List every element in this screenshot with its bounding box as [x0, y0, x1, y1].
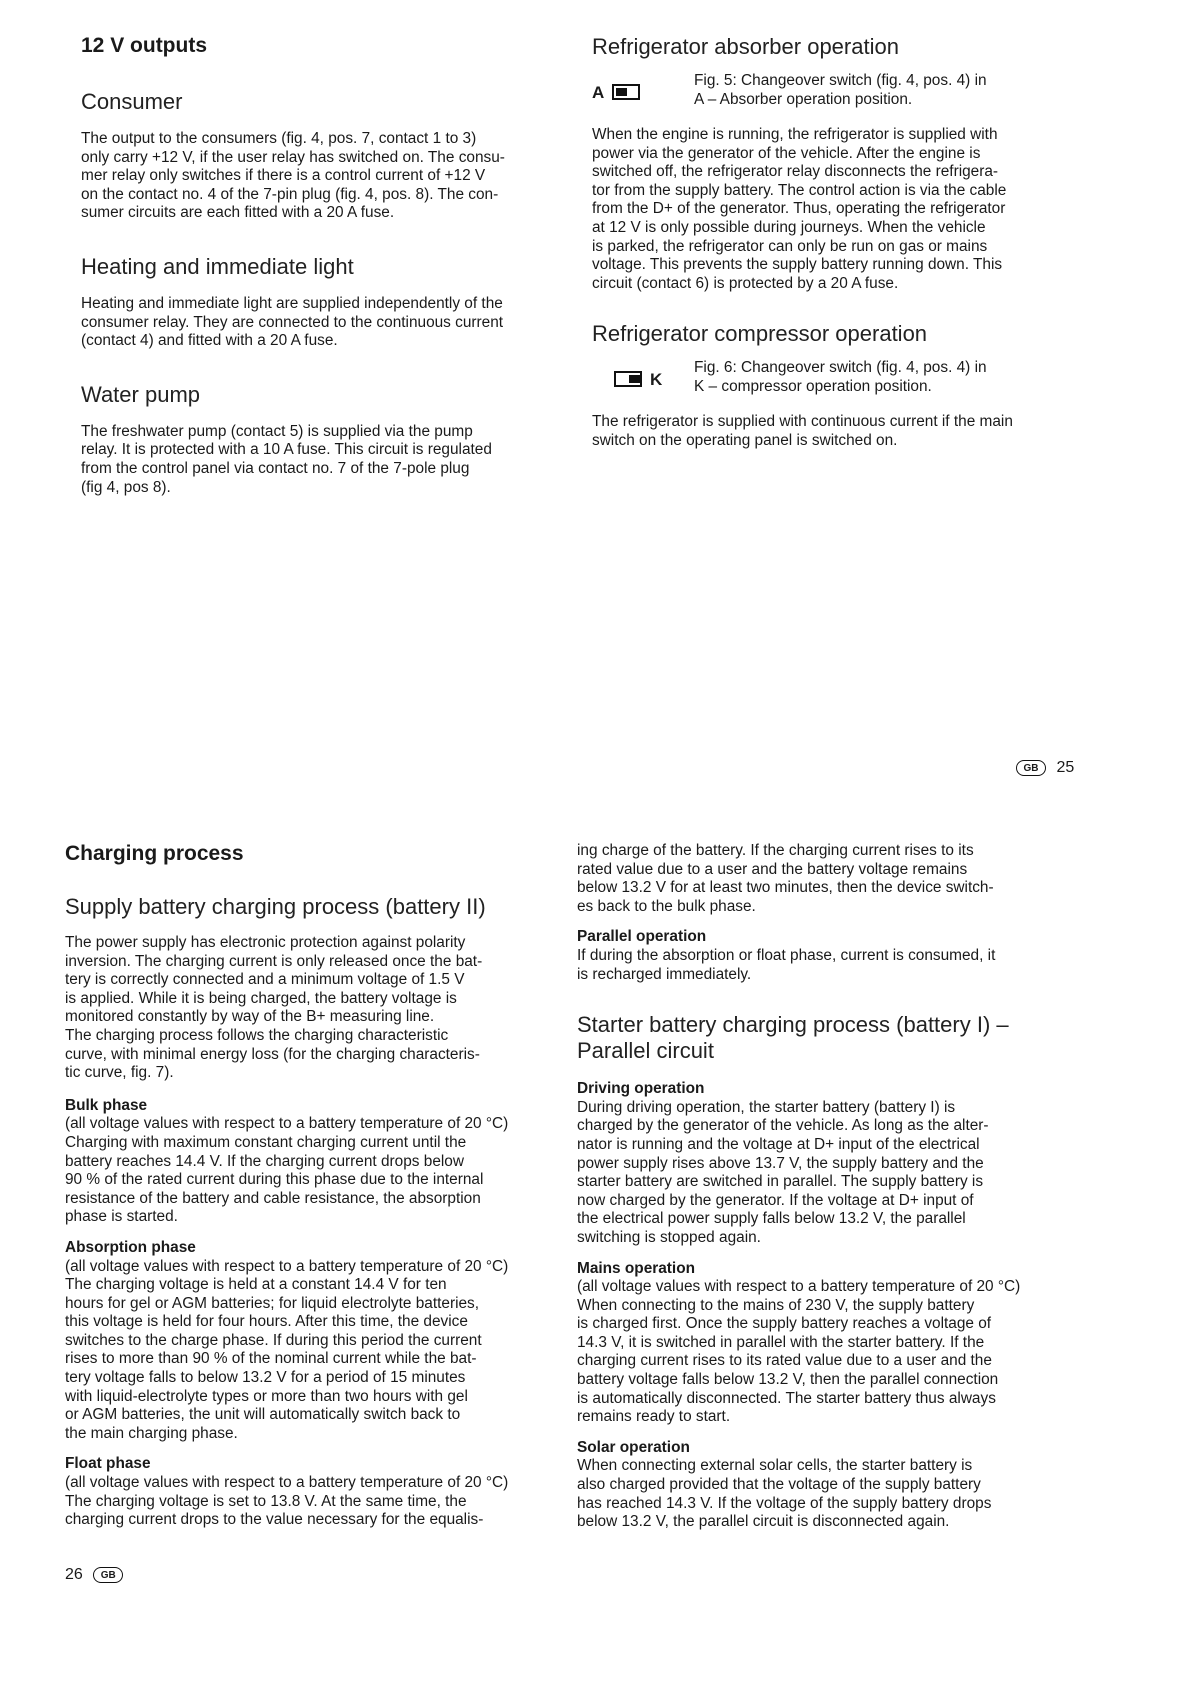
text-line: on the contact no. 4 of the 7-pin plug (fig. 4, pos. 8). The con- [81, 185, 499, 203]
paragraph-heating [81, 295, 571, 351]
heading-consumer: Consumer [81, 89, 183, 114]
text-line: The power supply has electronic protection against polarity [65, 934, 466, 951]
text-line: charging current drops to the value necessary for the equalis- [65, 1511, 484, 1529]
text-line: tery is correctly connected and a minimum voltage of 1.5 V [65, 971, 465, 989]
heading-refrigerator-compressor: Refrigerator compressor operation [592, 321, 928, 347]
text-line: is automatically disconnected. The starter battery thus always [577, 1389, 996, 1407]
text-line: voltage. This prevents the supply battery running down. This [592, 256, 1003, 274]
heading-water-pump: Water pump [81, 381, 201, 407]
page-number: 26 [65, 1566, 83, 1583]
text-line: below 13.2 V for at least two minutes, then the device switch- [577, 879, 994, 897]
text-line: A – Absorber operation position. [694, 90, 913, 108]
text-line: consumer relay. They are connected to the continuous current [81, 313, 504, 331]
text-line: Charging with maximum constant charging current until the [65, 1133, 467, 1151]
subheading-solar-operation: Solar operation [577, 1438, 690, 1456]
text-line: (fig 4, pos 8). [81, 478, 171, 496]
text-line: nator is running and the voltage at D+ input of the electrical [577, 1135, 980, 1153]
figure-6-switch-compressor [592, 357, 1092, 401]
paragraph-solar-operation [577, 1457, 1077, 1531]
text-line: rated value due to a user and the battery voltage remains [577, 860, 968, 878]
text-line: is charged first. Once the supply battery reaches a voltage of [577, 1315, 992, 1333]
paragraph-absorber [592, 126, 1092, 293]
text-line: is applied. While it is being charged, the battery voltage is [65, 989, 457, 1007]
country-badge-gb: GB [1016, 760, 1046, 776]
paragraph-driving-operation [577, 1099, 1077, 1248]
page-26-right-column [577, 842, 1077, 1532]
heading-supply-battery-charging: Supply battery charging process (battery II) [65, 894, 486, 919]
text-line: Fig. 5: Changeover switch (fig. 4, pos. 4) in [694, 72, 987, 89]
text-line: switch on the operating panel is switched on. [592, 431, 898, 449]
text-line: (all voltage values with respect to a battery temperature of 20 °C) [65, 1115, 509, 1133]
switch-letter-a: A [592, 83, 605, 102]
text-line: The output to the consumers (fig. 4, pos. 7, contact 1 to 3) [81, 130, 477, 147]
switch-knob-icon [616, 88, 627, 96]
text-line: 14.3 V, it is switched in parallel with the starter battery. If the [577, 1333, 985, 1351]
text-line: has reached 14.3 V. If the voltage of the supply battery drops [577, 1494, 992, 1512]
text-line: the main charging phase. [65, 1424, 238, 1442]
heading-heating-immediate-light: Heating and immediate light [81, 253, 354, 279]
paragraph-consumer [81, 130, 571, 223]
text-line: relay. It is protected with a 10 A fuse. This circuit is regulated [81, 441, 492, 459]
figure-5-caption [694, 72, 1084, 109]
text-line: tic curve, fig. 7). [65, 1064, 174, 1082]
text-line: (all voltage values with respect to a battery temperature of 20 °C) [577, 1278, 1021, 1296]
text-line: When connecting to the mains of 230 V, the supply battery [577, 1296, 975, 1314]
page-26-left-column [65, 842, 565, 1530]
text-line: only carry +12 V, if the user relay has switched on. The consu- [81, 148, 505, 166]
text-line: is parked, the refrigerator can only be run on gas or mains [592, 237, 988, 255]
text-line: K – compressor operation position. [694, 377, 932, 395]
page-25-left-column [81, 34, 571, 497]
text-line: es back to the bulk phase. [577, 897, 756, 915]
subheading-mains-operation: Mains operation [577, 1259, 696, 1277]
page-footer-25 [1016, 759, 1074, 777]
paragraph-mains-operation [577, 1278, 1077, 1427]
text-line: power via the generator of the vehicle. After the engine is [592, 144, 981, 162]
switch-knob-icon [629, 375, 640, 383]
paragraph-parallel-operation [577, 947, 1077, 984]
text-line: When connecting external solar cells, the starter battery is [577, 1457, 973, 1475]
text-line: from the control panel via contact no. 7 of the 7-pole plug [81, 459, 470, 477]
text-line: is recharged immediately. [577, 965, 752, 983]
text-line: ing charge of the battery. If the charging current rises to its [577, 842, 974, 859]
paragraph-supply-battery [65, 934, 565, 1083]
country-badge-gb: GB [93, 1567, 123, 1583]
changeover-switch-icon [612, 84, 640, 100]
text-line: power supply rises above 13.7 V, the supply battery and the [577, 1154, 984, 1172]
paragraph-water-pump [81, 423, 571, 497]
text-line: this voltage is held for four hours. After this time, the device [65, 1313, 468, 1331]
text-line: resistance of the battery and cable resistance, the absorption [65, 1189, 481, 1207]
paragraph-absorption-phase [65, 1258, 565, 1444]
text-line: During driving operation, the starter battery (battery I) is [577, 1098, 956, 1116]
text-line: switching is stopped again. [577, 1228, 761, 1246]
subheading-driving-operation: Driving operation [577, 1080, 705, 1098]
text-line: mer relay only switches if there is a control current of +12 V [81, 167, 486, 185]
text-line: from the D+ of the generator. Thus, operating the refrigerator [592, 200, 1006, 218]
text-line: The charging voltage is set to 13.8 V. At the same time, the [65, 1492, 467, 1510]
heading-starter-battery-charging [577, 1012, 1077, 1064]
text-line: The refrigerator is supplied with continuous current if the main [592, 413, 1013, 431]
text-line: Heating and immediate light are supplied independently of the [81, 294, 503, 312]
section-title-charging-process: Charging process [65, 842, 244, 865]
text-line: curve, with minimal energy loss (for the charging characteris- [65, 1045, 480, 1063]
text-line: also charged provided that the voltage of the supply battery [577, 1476, 981, 1494]
text-line: hours for gel or AGM batteries; for liquid electrolyte batteries, [65, 1294, 480, 1312]
text-line: The charging voltage is held at a constant 14.4 V for ten [65, 1276, 447, 1294]
text-line: (all voltage values with respect to a battery temperature of 20 °C) [65, 1257, 509, 1275]
text-line: battery reaches 14.4 V. If the charging current drops below [65, 1152, 464, 1170]
changeover-switch-icon [614, 371, 642, 387]
page-number: 25 [1056, 759, 1075, 776]
text-line: tery voltage falls to below 13.2 V for a period of 15 minutes [65, 1369, 466, 1387]
text-line: with liquid-electrolyte types or more than two hours with gel [65, 1387, 468, 1405]
text-line: Fig. 6: Changeover switch (fig. 4, pos. 4) in [694, 359, 987, 377]
text-line: or AGM batteries, the unit will automatically switch back to [65, 1406, 461, 1424]
text-line: rises to more than 90 % of the nominal current while the bat- [65, 1350, 477, 1368]
paragraph-compressor [592, 413, 1092, 450]
text-line: If during the absorption or float phase, current is consumed, it [577, 946, 996, 964]
subheading-bulk-phase: Bulk phase [65, 1096, 148, 1114]
text-line: charged by the generator of the vehicle. As long as the alter- [577, 1117, 989, 1135]
text-line: (all voltage values with respect to a battery temperature of 20 °C) [65, 1474, 509, 1492]
text-line: inversion. The charging current is only released once the bat- [65, 952, 483, 970]
text-line: remains ready to start. [577, 1408, 731, 1426]
text-line: battery voltage falls below 13.2 V, then the parallel connection [577, 1371, 999, 1389]
switch-letter-k: K [650, 370, 663, 390]
heading-line: Parallel circuit [577, 1038, 714, 1064]
text-line: starter battery are switched in parallel. The supply battery is [577, 1173, 984, 1191]
section-title-12v-outputs: 12 V outputs [81, 34, 208, 57]
figure-5-switch-absorber [592, 70, 1092, 114]
heading-line: Starter battery charging process (battery I) – [577, 1012, 1009, 1038]
paragraph-bulk-phase [65, 1115, 565, 1227]
text-line: now charged by the generator. If the voltage at D+ input of [577, 1191, 974, 1209]
text-line: the electrical power supply falls below 13.2 V, the parallel [577, 1210, 966, 1228]
text-line: switches to the charge phase. If during this period the current [65, 1331, 482, 1349]
page-25-right-column [592, 34, 1092, 451]
figure-6-caption [694, 359, 1084, 396]
paragraph-float-phase [65, 1474, 565, 1530]
subheading-parallel-operation: Parallel operation [577, 928, 707, 946]
text-line: monitored constantly by way of the B+ measuring line. [65, 1008, 435, 1026]
text-line: charging current rises to its rated value due to a user and the [577, 1352, 992, 1370]
text-line: 90 % of the rated current during this phase due to the internal [65, 1171, 484, 1189]
text-line: circuit (contact 6) is protected by a 20 A fuse. [592, 274, 899, 292]
page-footer-26 [65, 1566, 123, 1584]
text-line: switched off, the refrigerator relay disconnects the refrigera- [592, 163, 999, 181]
paragraph-continued [577, 842, 1077, 916]
subheading-absorption-phase: Absorption phase [65, 1238, 196, 1256]
text-line: sumer circuits are each fitted with a 20 A fuse. [81, 204, 395, 222]
text-line: The charging process follows the charging characteristic [65, 1026, 449, 1044]
text-line: at 12 V is only possible during journeys. When the vehicle [592, 218, 986, 236]
text-line: The freshwater pump (contact 5) is supplied via the pump [81, 422, 473, 440]
text-line: phase is started. [65, 1208, 178, 1226]
subheading-float-phase: Float phase [65, 1455, 151, 1473]
text-line: tor from the supply battery. The control action is via the cable [592, 181, 1007, 199]
text-line: When the engine is running, the refrigerator is supplied with [592, 126, 998, 143]
text-line: (contact 4) and fitted with a 20 A fuse. [81, 332, 338, 350]
heading-refrigerator-absorber: Refrigerator absorber operation [592, 34, 899, 59]
text-line: below 13.2 V, the parallel circuit is disconnected again. [577, 1513, 950, 1531]
